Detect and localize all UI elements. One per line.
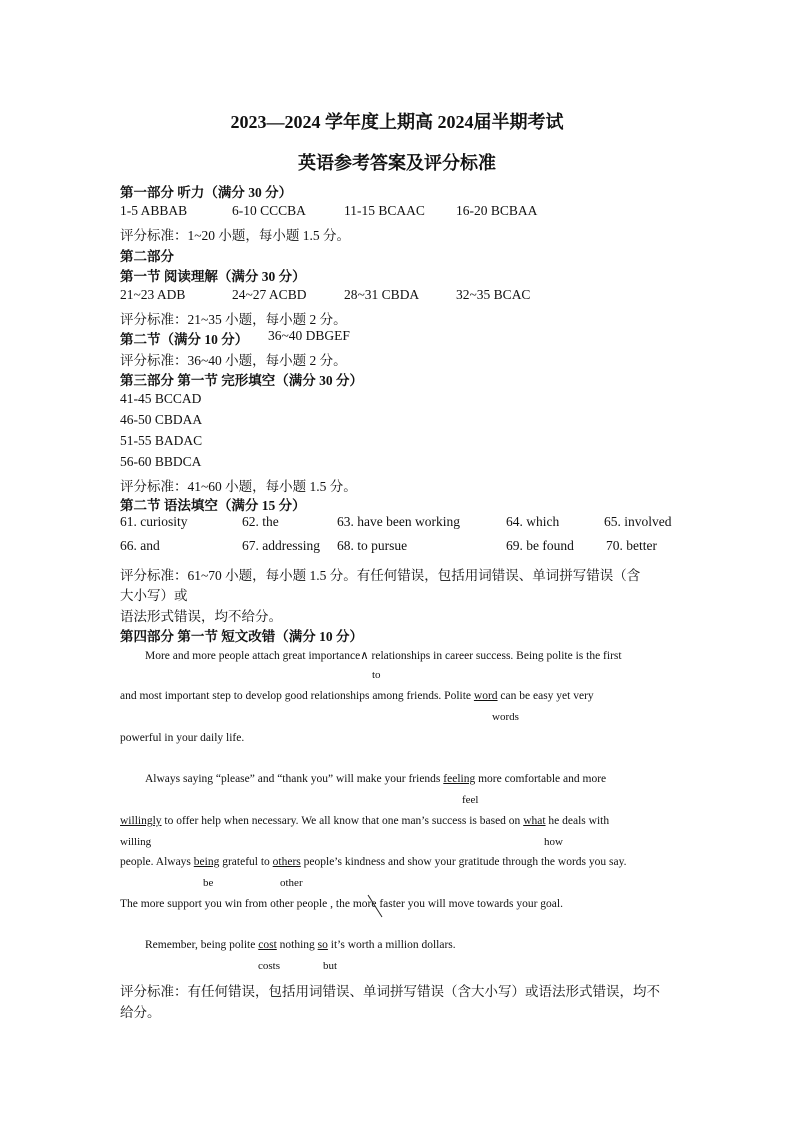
passage-text: grateful to: [219, 856, 273, 868]
passage-text: he deals with: [545, 815, 610, 827]
passage-text: nothing: [276, 939, 318, 951]
passage-text: can be easy yet very: [497, 690, 594, 702]
passage-text: relationships in career success. Being polite is the first: [368, 650, 622, 662]
part2-section2-heading: 第二节（满分 10 分）: [120, 332, 249, 347]
correction-how: how: [544, 836, 563, 848]
part3-section2-scoring-line2: 大小写）或: [120, 588, 188, 603]
part1-answer-1: 1-5 ABBAB: [120, 203, 188, 218]
error-word: what: [523, 815, 546, 827]
part3-answer-4: 56-60 BBDCA: [120, 454, 202, 469]
part2-section2-answers: 36~40 DBGEF: [268, 328, 350, 343]
grammar-answer-65: 65. involved: [604, 514, 672, 529]
part2-answer-1: 21~23 ADB: [120, 287, 186, 302]
grammar-answer-68: 68. to pursue: [337, 538, 408, 553]
error-word: being: [193, 856, 220, 868]
error-word: cost: [258, 939, 277, 951]
passage-line: The more support you win from other people , the more faster you will move towards your goal.: [120, 898, 563, 910]
part3-answer-3: 51-55 BADAC: [120, 433, 203, 448]
correction-costs: costs: [258, 960, 280, 972]
part2-answer-4: 32~35 BCAC: [456, 287, 531, 302]
correction-other: other: [280, 877, 303, 889]
passage-text: more comfortable and more: [475, 773, 607, 785]
part3-scoring: 评分标准：41~60 小题，每小题 1.5 分。: [120, 479, 357, 494]
passage-text: More and more people attach great importance: [145, 650, 361, 662]
correction-feel: feel: [462, 794, 479, 806]
correction-but: but: [323, 960, 338, 972]
part1-answer-2: 6-10 CCCBA: [232, 203, 306, 218]
grammar-answer-62: 62. the: [242, 514, 279, 529]
delete-stroke: [368, 895, 382, 917]
correction-be: be: [203, 877, 214, 889]
correction-willing: willing: [120, 836, 152, 848]
part1-answer-3: 11-15 BCAAC: [344, 203, 425, 218]
passage-text: and most important step to develop good relationships among friends. Polite: [120, 690, 474, 702]
passage-text: to offer help when necessary. We all know that one man’s success is based on: [161, 815, 524, 827]
grammar-answer-63: 63. have been working: [337, 514, 460, 529]
passage-text: Always saying “please” and “thank you” will make your friends: [145, 773, 444, 785]
grammar-answer-61: 61. curiosity: [120, 514, 188, 529]
part3-section2-scoring-line1: 评分标准：61~70 小题，每小题 1.5 分。有任何错误，包括用词错误、单词拼写错误（含: [120, 568, 641, 583]
part2-section2-scoring: 评分标准：36~40 小题，每小题 2 分。: [120, 353, 347, 368]
passage-text: Remember, being polite: [145, 939, 259, 951]
document-title: 2023—2024 学年度上期高 2024届半期考试: [230, 112, 564, 132]
correction-words: words: [492, 711, 519, 723]
part4-scoring-line1: 评分标准：有任何错误，包括用词错误、单词拼写错误（含大小写）或语法形式错误，均不: [120, 984, 660, 999]
error-word: feeling: [443, 773, 476, 785]
part4-heading: 第四部分 第一节 短文改错（满分 10 分）: [120, 629, 363, 644]
correction-to: to: [372, 669, 381, 681]
grammar-answer-69: 69. be found: [506, 538, 574, 553]
part2-section1-scoring: 评分标准：21~35 小题，每小题 2 分。: [120, 312, 347, 327]
document-subtitle: 英语参考答案及评分标准: [298, 153, 496, 173]
passage-text: people’s kindness and show your gratitude through the words you say.: [300, 856, 627, 868]
insert-caret: ∧: [360, 650, 369, 662]
part2-answer-2: 24~27 ACBD: [232, 287, 307, 302]
part3-section2-scoring-line3: 语法形式错误，均不给分。: [120, 609, 282, 624]
part2-heading: 第二部分: [120, 249, 174, 264]
grammar-answer-70: 70. better: [606, 538, 657, 553]
part3-answer-2: 46-50 CBDAA: [120, 412, 203, 427]
passage-text: people. Always: [120, 856, 194, 868]
part2-answer-3: 28~31 CBDA: [344, 287, 420, 302]
part3-heading: 第三部分 第一节 完形填空（满分 30 分）: [120, 373, 363, 388]
passage-line: powerful in your daily life.: [120, 732, 245, 744]
error-word: word: [473, 690, 498, 702]
part1-answer-4: 16-20 BCBAA: [456, 203, 538, 218]
passage-text: it’s worth a million dollars.: [327, 939, 456, 951]
part2-section1-heading: 第一节 阅读理解（满分 30 分）: [120, 269, 306, 284]
part3-answer-1: 41-45 BCCAD: [120, 391, 202, 406]
part3-section2-heading: 第二节 语法填空（满分 15 分）: [120, 498, 306, 513]
part1-heading: 第一部分 听力（满分 30 分）: [120, 185, 293, 200]
grammar-answer-66: 66. and: [120, 538, 160, 553]
grammar-answer-64: 64. which: [506, 514, 560, 529]
error-word: others: [272, 856, 301, 868]
error-word: so: [317, 939, 328, 951]
error-word: willingly: [120, 815, 162, 827]
grammar-answer-67: 67. addressing: [242, 538, 320, 553]
part1-scoring: 评分标准：1~20 小题，每小题 1.5 分。: [120, 228, 351, 243]
part4-scoring-line2: 给分。: [120, 1005, 161, 1020]
